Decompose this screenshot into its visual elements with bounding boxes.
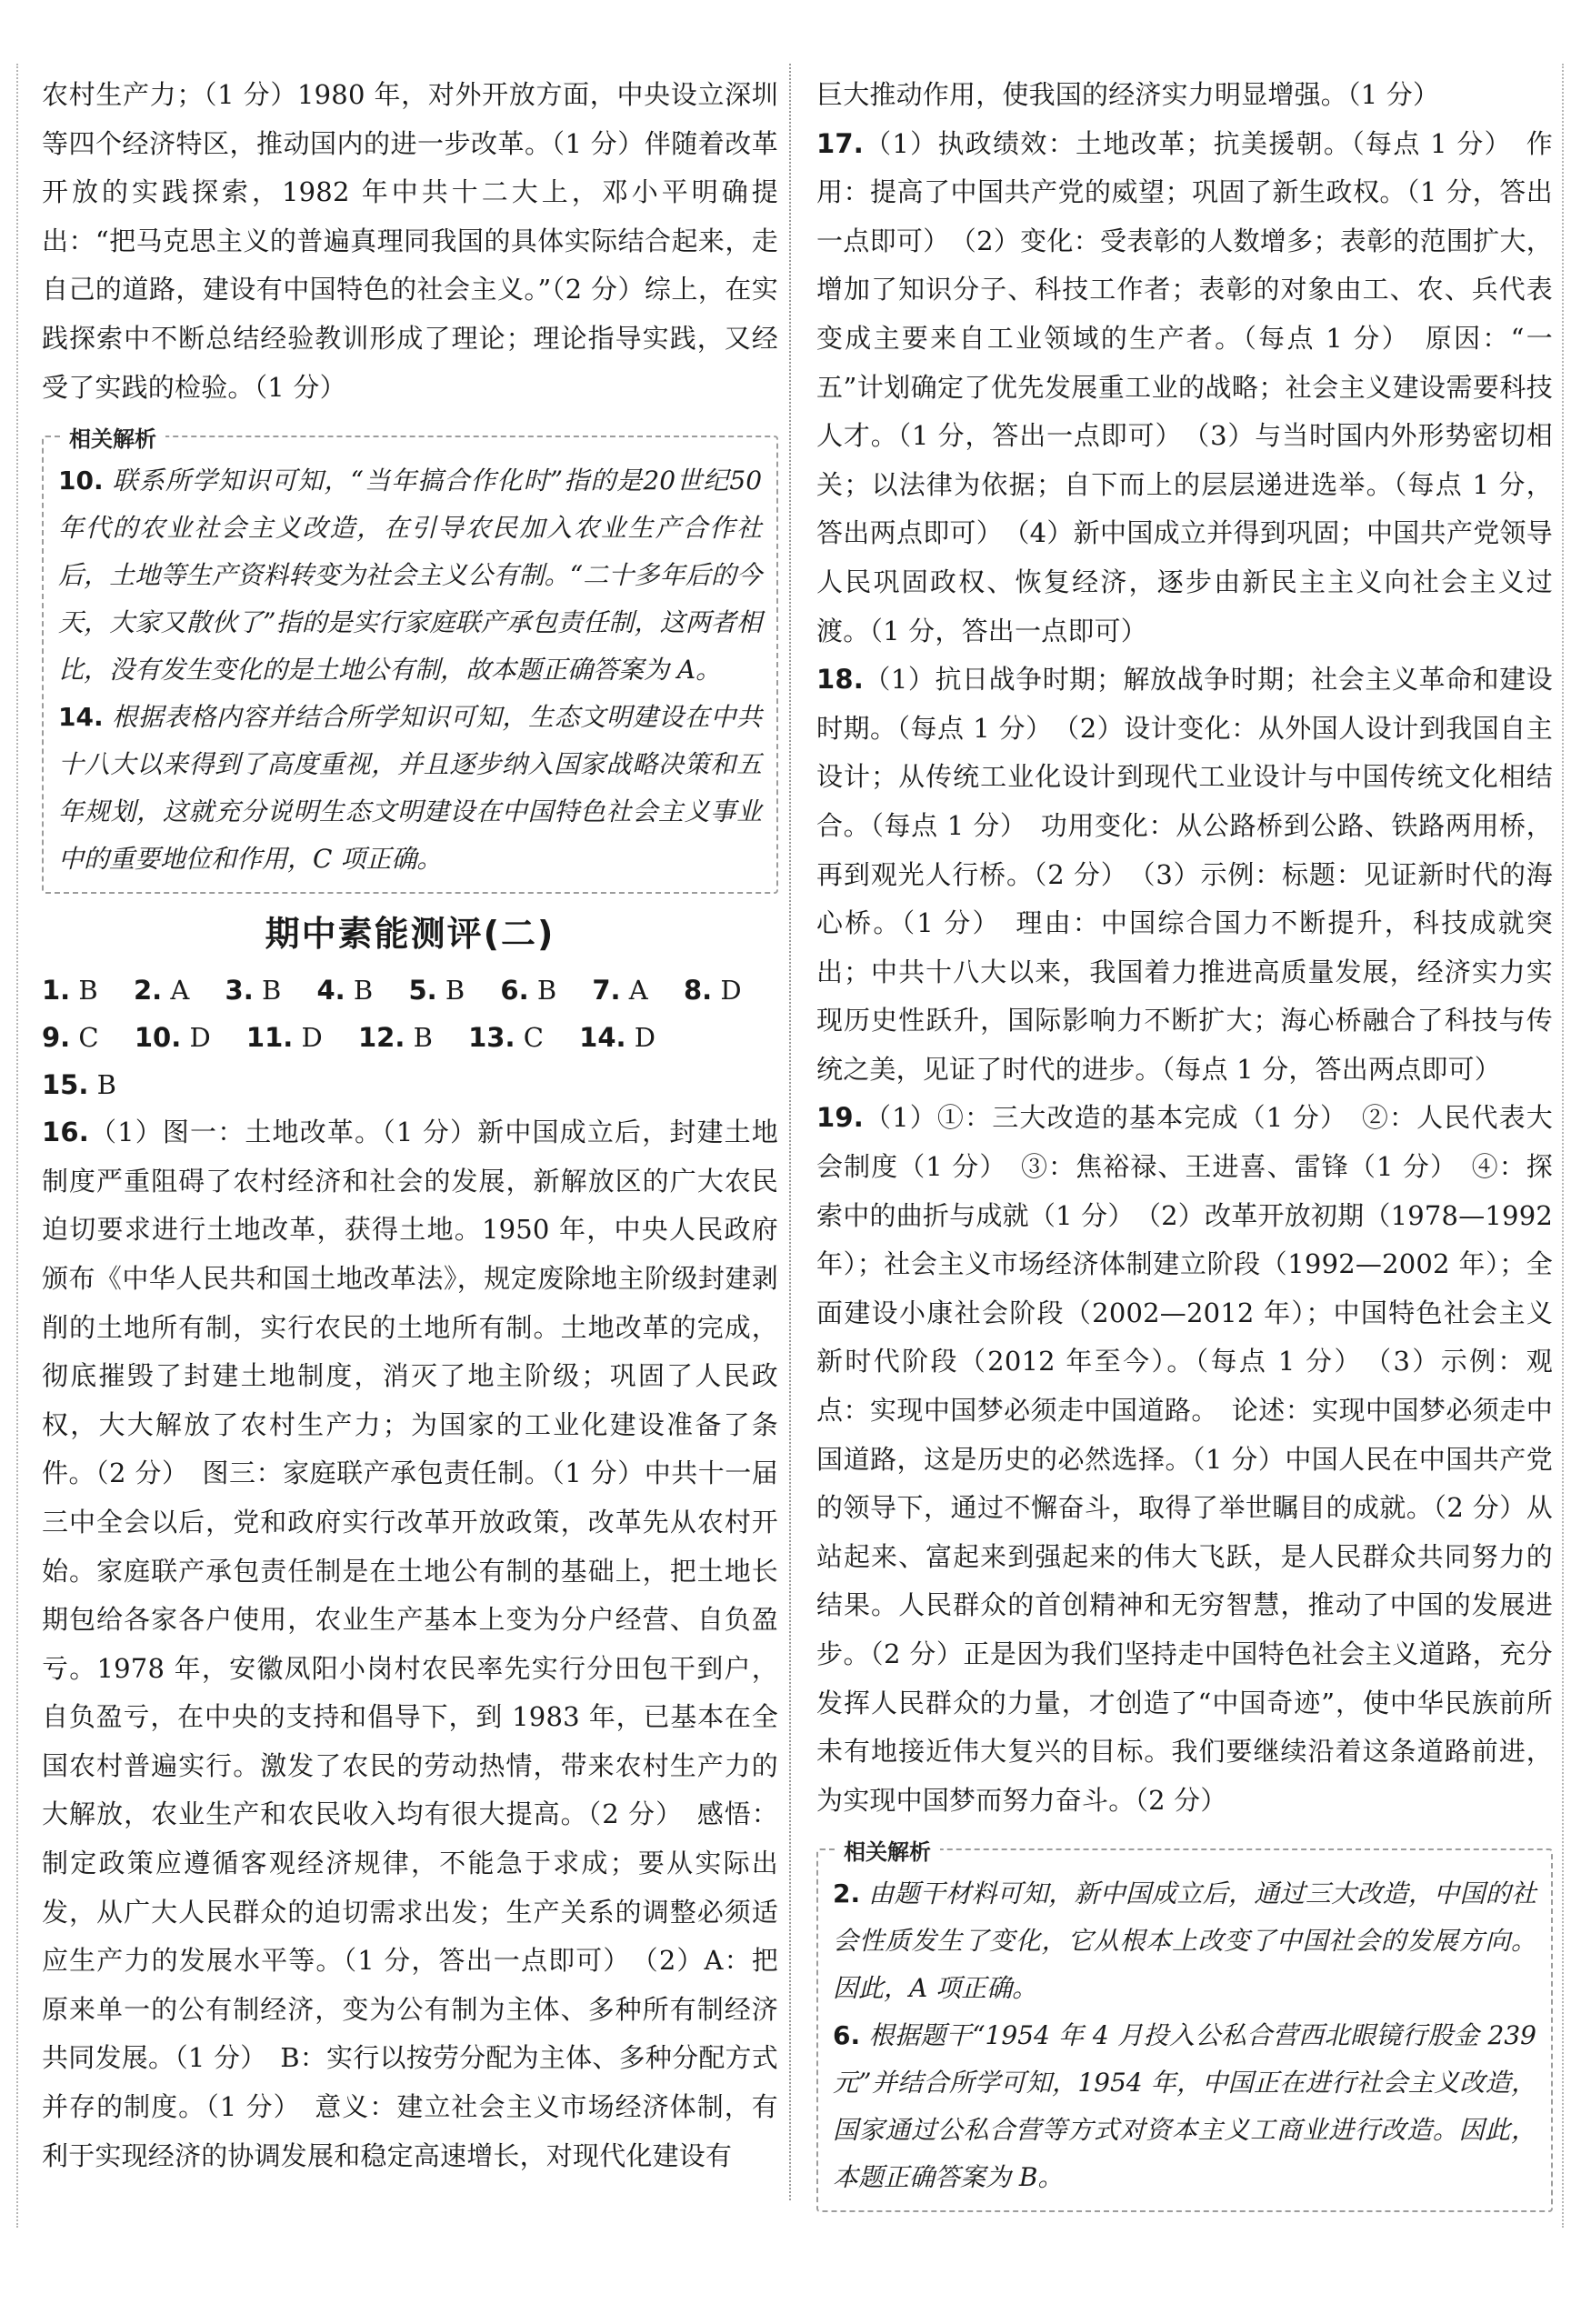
page-edge-left [16,64,18,2228]
left-top-text: 农村生产力；（1 分）1980 年，对外开放方面，中央设立深圳等四个经济特区，推动国内的进一步改革。（1 分）伴随着改革开放的实践探索，1982 年中共十二大上，邓小平明确提出：“把马克思主义的普遍真理同我国的具体实际结合起来，走自己的道路，建设有中国特色的社会主义。”（2 分）综上，在实践探索中不断总结经验教训形成了理论；理论指导实践，又经受了实践的检验。（1 分） [42,79,778,403]
answer-choice: A [170,975,190,1007]
answer-item [358,1022,433,1053]
answer-number: 6. [500,975,529,1007]
answer-number: 5. [408,975,437,1007]
answer-item [684,975,742,1006]
question-17-text: （1）执政绩效：土地改革；抗美援朝。（每点 1 分） 作用：提高了中国共产党的威望；巩固了新生政权。（1 分，答出一点即可） （2）变化：受表彰的人数增多；表彰的范围扩大，增加了知识分子、科技工作者；表彰的对象由工、农、兵代表变成主要来自工业领域的生产者。（每点 1 分） 原因：“一五”计划确定了优先发展重工业的战略；社会主义建设需要科技人才。（1 分，答出一点即可） （3）与当时国内外形势密切相关；以法律为依据；自下而上的层层递进选举。（每点 1 分，答出两点即可） （4）新中国成立并得到巩固；中国共产党领导人民巩固政权、恢复经济，逐步由新民主主义向社会主义过渡。（1 分，答出一点即可） [816,127,1553,646]
analysis-item-number: 2. [833,1878,861,1909]
answer-choice: B [96,1069,116,1101]
answer-choice: B [413,1022,433,1054]
analysis-item-number: 14. [58,702,104,733]
answer-number: 2. [133,975,163,1007]
question-18 [816,656,1553,1094]
answer-number: 10. [134,1022,182,1054]
analysis-item-text: 由题干材料可知，新中国成立后，通过三大改造，中国的社会性质发生了变化，它从根本上改变了中国社会的发展方向。因此，A 项正确。 [833,1878,1536,2004]
answer-item [42,1069,116,1100]
answer-item [408,975,465,1006]
answer-choice: B [261,975,282,1007]
answer-item [134,975,189,1006]
answer-item [500,975,556,1006]
answer-number: 1. [42,975,71,1007]
page-edge-right [1562,64,1564,2228]
answer-item [135,1022,211,1053]
analysis-item-number: 6. [833,2020,861,2051]
question-number: 16. [42,1117,89,1148]
answer-item [42,1022,99,1053]
answer-number: 8. [683,975,713,1007]
answer-item [42,975,98,1006]
question-18-text: （1）抗日战争时期；解放战争时期；社会主义革命和建设时期。（每点 1 分） （2）设计变化：从外国人设计到我国自主设计；从传统工业化设计到现代工业设计与中国传统文化相结合。（每点 1 分） 功用变化：从公路桥到公路、铁路两用桥，再到观光人行桥。（2 分） （3）示例：标题：见证新时代的海心桥。（1 分） 理由：中国综合国力不断提升，科技成就突出；中共十八大以来，我国着力推进高质量发展，经济实力实现历史性跃升，国际影响力不断扩大；海心桥融合了科技与传统之美，见证了时代的进步。（每点 1 分，答出两点即可） [816,664,1553,1085]
column-divider [789,64,791,2200]
answer-item [225,975,282,1006]
answer-number: 14. [579,1022,626,1054]
question-number: 17. [816,127,864,159]
analysis-item-text: 根据题干“1954 年 4 月投入公私合营西北眼镜行股金 239 元”并结合所学可知，1954 年，中国正在进行社会主义改造，国家通过公私合营等方式对资本主义工商业进行改造。因此，本题正确答案为 B。 [833,2020,1536,2193]
right-analysis-box [816,1839,1553,2212]
answer-choice: B [353,975,374,1007]
answer-choice: B [78,975,98,1007]
answer-number: 4. [316,975,345,1007]
right-top-text: 巨大推动作用，使我国的经济实力明显增强。（1 分） [816,79,1440,110]
question-17 [816,120,1553,656]
question-19 [816,1094,1553,1825]
answer-choice: A [628,975,648,1007]
answer-choice: D [720,975,742,1007]
answers-row-1 [42,967,778,1014]
answers-row-2 [42,1014,778,1108]
answer-number: 12. [358,1022,405,1054]
analysis-item [833,1870,1536,2012]
question-number: 19. [816,1102,864,1134]
answer-item [246,1022,323,1053]
answer-choice: D [189,1022,211,1054]
question-number: 18. [816,664,864,696]
answer-item [468,1022,544,1053]
answer-number: 9. [42,1022,71,1054]
analysis-item [833,2012,1536,2201]
answer-choice: C [523,1022,544,1054]
answer-number: 13. [468,1022,515,1054]
answer-choice: B [445,975,465,1007]
right-column [816,71,1553,2221]
left-analysis-box [42,426,778,894]
answer-number: 15. [42,1069,89,1101]
analysis-item [58,457,762,694]
analysis-item-text: 联系所学知识可知，“当年搞合作化时”指的是20世纪50年代的农业社会主义改造，在引导农民加入农业生产合作社后，土地等生产资料转变为社会主义公有制。“二十多年后的今天，大家又散伙了”指的是实行家庭联产承包责任制，这两者相比，没有发生变化的是土地公有制，故本题正确答案为 A。 [58,466,763,686]
answer-number: 7. [592,975,621,1007]
analysis-box-tag: 相关解析 [835,1834,940,1866]
analysis-item-number: 10. [58,466,104,496]
answer-choice: C [78,1022,99,1054]
answer-number: 3. [225,975,254,1007]
analysis-item-text: 根据表格内容并结合所学知识可知，生态文明建设在中共十八大以来得到了高度重视，并且逐步纳入国家战略决策和五年规划，这就充分说明生态文明建设在中国特色社会主义事业中的重要地位和作用，C 项正确。 [58,702,762,875]
answer-choice: D [634,1022,655,1054]
section-title: 期中素能测评(二) [265,914,555,955]
question-16-text: （1）图一：土地改革。（1 分）新中国成立后，封建土地制度严重阻碍了农村经济和社会的发展，新解放区的广大农民迫切要求进行土地改革，获得土地。1950 年，中央人民政府颁布《中华人民共和国土地改革法》，规定废除地主阶级封建剥削的土地所有制，实行农民的土地所有制。土地改革的完成，彻底摧毁了封建土地制度，消灭了地主阶级；巩固了人民政权，大大解放了农村生产力；为国家的工业化建设准备了条件。（2 分） 图三：家庭联产承包责任制。（1 分）中共十一届三中全会以后，党和政府实行改革开放政策，改革先从农村开始。家庭联产承包责任制是在土地公有制的基础上，把土地长期包给各家各户使用，农业生产基本上变为分户经营、自负盈亏。1978 年，安徽凤阳小岗村农民率先实行分田包干到户，自负盈亏，在中央的支持和倡导下，到 1983 年，已基本在全国农村普遍实行。激发了农民的劳动热情，带来农村生产力的大解放，农业生产和农民收入均有很大提高。（2 分） 感悟：制定政策应遵循客观经济规律，不能急于求成；要从实际出发，从广大人民群众的迫切需求出发；生产关系的调整必须适应生产力的发展水平等。（1 分，答出一点即可） （2）A：把原来单一的公有制经济，变为公有制为主体、多种所有制经济共同发展。（1 分） B：实行以按劳分配为主体、多种分配方式并存的制度。（1 分） 意义：建立社会主义市场经济体制，有利于实现经济的协调发展和稳定高速增长，对现代化建设有 [42,1117,778,2171]
answer-item [579,1022,655,1053]
analysis-box-tag: 相关解析 [60,421,165,453]
answer-item [317,975,374,1006]
analysis-item [58,694,762,883]
answer-choice: D [301,1022,323,1054]
answer-choice: B [536,975,557,1007]
question-19-text: （1）①：三大改造的基本完成（1 分） ②：人民代表大会制度（1 分） ③：焦裕禄、王进喜、雷锋（1 分） ④：探索中的曲折与成就（1 分） （2）改革开放初期（1978—1992 年）；社会主义市场经济体制建立阶段（1992—2002 年）；全面建设小康社会阶段（2002—2012 年）；中国特色社会主义新时代阶段（2012 年至今）。（每点 1 分） （3）示例：观点：实现中国梦必须走中国道路。 论述：实现中国梦必须走中国道路，这是历史的必然选择。（1 分）中国人民在中国共产党的领导下，通过不懈奋斗，取得了举世瞩目的成就。（2 分）从站起来、富起来到强起来的伟大飞跃，是人民群众共同努力的结果。人民群众的首创精神和无穷智慧，推动了中国的发展进步。（2 分）正是因为我们坚持走中国特色社会主义道路，充分发挥人民群众的力量，才创造了“中国奇迹”，使中华民族前所未有地接近伟大复兴的目标。我们要继续沿着这条道路前进，为实现中国梦而努力奋斗。（2 分） [816,1102,1553,1816]
left-column [42,71,778,2180]
question-16 [42,1108,778,2180]
answer-item [592,975,647,1006]
answer-number: 11. [245,1022,294,1054]
